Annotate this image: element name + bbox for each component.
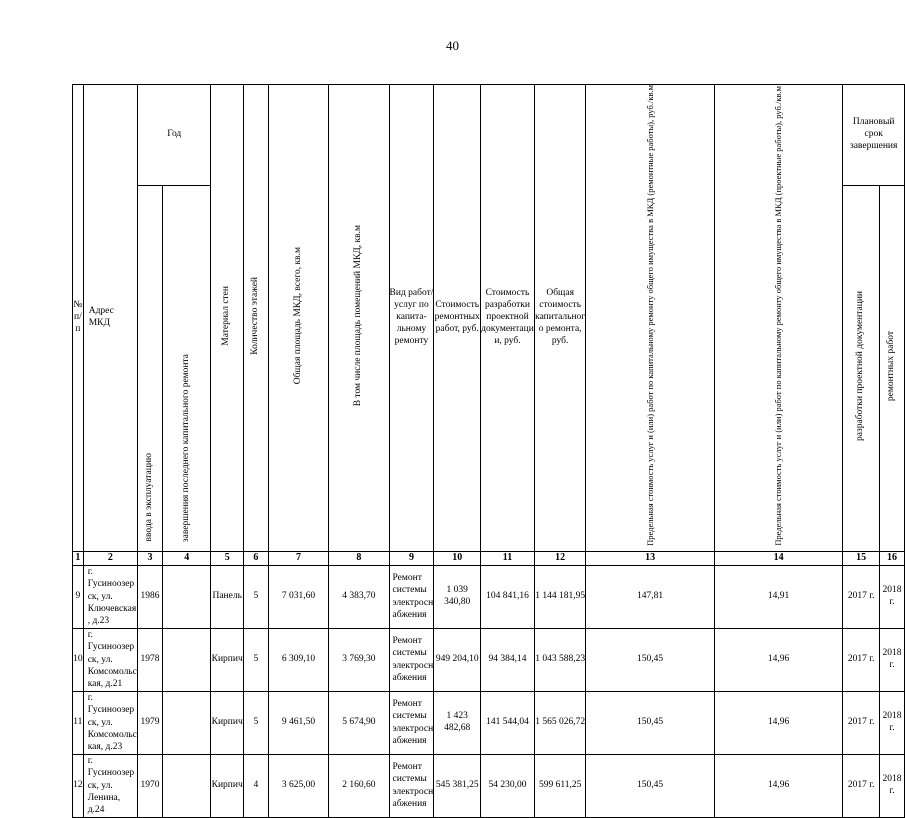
header-planned-design: разработки проектной документации	[843, 186, 880, 551]
cell-num: 12	[73, 754, 84, 817]
cell-premises-area: 3 769,30	[329, 628, 389, 691]
repair-plan-table	[72, 84, 905, 818]
cell-material: Кирпич	[211, 691, 244, 754]
cell-last-repair	[162, 691, 211, 754]
cell-last-repair	[162, 565, 211, 628]
cell-premises-area: 2 160,60	[329, 754, 389, 817]
cell-repair-cost: 1 423 482,68	[434, 691, 481, 754]
cell-premises-area: 4 383,70	[329, 565, 389, 628]
cell-last-repair	[162, 628, 211, 691]
header-year-group: Год	[138, 85, 211, 186]
cell-work: Ремонт системы электросн абжения	[389, 628, 434, 691]
cell-plan-design: 2017 г.	[843, 691, 880, 754]
cell-repair-cost: 1 039 340,80	[434, 565, 481, 628]
cell-floors: 5	[243, 691, 268, 754]
cell-plan-design: 2017 г.	[843, 754, 880, 817]
cell-address: г. Гусиноозер ск, ул. Ключевская , д.23	[83, 565, 137, 628]
cell-limit-repair: 147,81	[586, 565, 715, 628]
cell-design-cost: 104 841,16	[481, 565, 535, 628]
header-floors: Количество этажей	[243, 85, 268, 552]
table-row	[73, 754, 905, 817]
cell-total-cost: 1 565 026,72	[534, 691, 585, 754]
cell-plan-repair: 2018 г.	[879, 754, 904, 817]
cell-year: 1986	[138, 565, 163, 628]
cell-work: Ремонт системы электросн абжения	[389, 565, 434, 628]
header-num: № п/п	[73, 85, 84, 552]
cell-floors: 5	[243, 565, 268, 628]
cell-total-area: 9 461,50	[268, 691, 328, 754]
header-total-area: Общая площадь МКД, всего, кв.м	[268, 85, 328, 552]
header-year-last-repair: завершения последнего капитального ремонта	[162, 186, 211, 551]
cell-limit-repair: 150,45	[586, 691, 715, 754]
header-wall-material: Материал стен	[211, 85, 244, 552]
column-number-row: 1 2 3 4 5 6 7 8 9 10 11 12 13 14 15 16	[73, 551, 905, 565]
cell-design-cost: 54 230,00	[481, 754, 535, 817]
cell-premises-area: 5 674,90	[329, 691, 389, 754]
cell-limit-repair: 150,45	[586, 754, 715, 817]
cell-address: г. Гусиноозер ск, ул. Комсомольс кая, д.21	[83, 628, 137, 691]
header-planned-group: Плановый срок завершения	[843, 85, 905, 186]
cell-limit-design: 14,91	[714, 565, 843, 628]
header-planned-repair: ремонтных работ	[879, 186, 904, 551]
cell-num: 9	[73, 565, 84, 628]
cell-repair-cost: 545 381,25	[434, 754, 481, 817]
header-address: Адрес МКД	[83, 85, 137, 552]
header-work-type: Вид работ/ услуг по капита-льному ремонту	[389, 85, 434, 552]
cell-limit-design: 14,96	[714, 691, 843, 754]
table-row	[73, 628, 905, 691]
cell-work: Ремонт системы электросн абжения	[389, 754, 434, 817]
cell-plan-design: 2017 г.	[843, 565, 880, 628]
cell-address: г. Гусиноозер ск, ул. Комсомольс кая, д.23	[83, 691, 137, 754]
cell-plan-repair: 2018 г.	[879, 691, 904, 754]
table-row	[73, 691, 905, 754]
header-limit-repair: Предельная стоимость услуг и (или) работ по капитальному ремонту общего имущества в МКД (ремонтные работы), руб./кв.м	[586, 85, 715, 552]
header-repair-cost: Стоимость ремонтных работ, руб.	[434, 85, 481, 552]
header-limit-design: Предельная стоимость услуг и (или) работ по капитальному ремонту общего имущества в МКД (проектные работы), руб./кв.м	[714, 85, 843, 552]
cell-total-area: 6 309,10	[268, 628, 328, 691]
page-number: 40	[446, 38, 459, 53]
cell-limit-design: 14,96	[714, 628, 843, 691]
cell-limit-repair: 150,45	[586, 628, 715, 691]
cell-total-cost: 1 043 588,23	[534, 628, 585, 691]
cell-design-cost: 94 384,14	[481, 628, 535, 691]
cell-material: Кирпич	[211, 628, 244, 691]
cell-total-cost: 599 611,25	[534, 754, 585, 817]
cell-limit-design: 14,96	[714, 754, 843, 817]
cell-year: 1979	[138, 691, 163, 754]
header-premises-area: В том числе площадь помещений МКД, кв.м	[329, 85, 389, 552]
cell-floors: 5	[243, 628, 268, 691]
cell-year: 1978	[138, 628, 163, 691]
cell-plan-repair: 2018 г.	[879, 565, 904, 628]
cell-total-area: 3 625,00	[268, 754, 328, 817]
cell-last-repair	[162, 754, 211, 817]
cell-total-cost: 1 144 181,95	[534, 565, 585, 628]
header-design-cost: Стоимость разработки проектной документаци и, руб.	[481, 85, 535, 552]
table-row	[73, 565, 905, 628]
cell-year: 1970	[138, 754, 163, 817]
cell-num: 10	[73, 628, 84, 691]
cell-work: Ремонт системы электросн абжения	[389, 691, 434, 754]
cell-material: Панель	[211, 565, 244, 628]
header-year-commission: ввода в эксплуатацию	[138, 186, 163, 551]
header-total-cost: Общая стоимость капитальног о ремонта, руб.	[534, 85, 585, 552]
cell-plan-design: 2017 г.	[843, 628, 880, 691]
cell-address: г. Гусиноозер ск, ул. Ленина, д.24	[83, 754, 137, 817]
cell-design-cost: 141 544,04	[481, 691, 535, 754]
cell-repair-cost: 949 204,10	[434, 628, 481, 691]
cell-floors: 4	[243, 754, 268, 817]
cell-num: 11	[73, 691, 84, 754]
cell-plan-repair: 2018 г.	[879, 628, 904, 691]
cell-total-area: 7 031,60	[268, 565, 328, 628]
cell-material: Кирпич	[211, 754, 244, 817]
